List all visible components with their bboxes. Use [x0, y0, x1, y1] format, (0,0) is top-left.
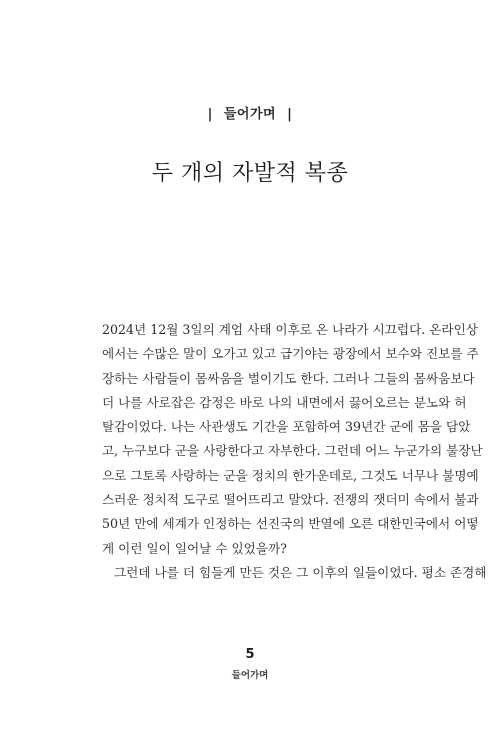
body-line: 고, 누구보다 군을 사랑한다고 자부한다. 그런데 어느 누군가의 불장난 — [102, 443, 483, 459]
body-line: 으로 그토록 사랑하는 군을 정치의 한가운데로, 그것도 너무나 불명예 — [102, 467, 479, 483]
page-number: 5 — [245, 647, 255, 662]
running-footer: 들어가며 — [231, 670, 269, 681]
body-line: 50년 만에 세계가 인정하는 선진국의 반열에 오른 대한민국에서 어떻 — [102, 516, 479, 532]
body-line: 탈감이었다. 나는 사관생도 기간을 포함하여 39년간 군에 몸을 담았 — [102, 419, 471, 435]
section-label-text: 들어가며 — [223, 107, 277, 122]
body-line: 게 이런 일이 일어날 수 있었을까? — [102, 540, 287, 556]
chapter-title: 두 개의 자발적 복종 — [151, 161, 349, 186]
section-label-bar-left: | — [207, 107, 213, 122]
body-line: 더 나를 사로잡은 감정은 바로 나의 내면에서 끓어오르는 분노와 허 — [102, 394, 467, 410]
section-label — [0, 103, 500, 122]
body-paragraphs — [102, 318, 487, 585]
body-line: 2024년 12월 3일의 계엄 사태 이후로 온 나라가 시끄럽다. 온라인상 — [102, 322, 478, 337]
body-line: 에서는 수많은 말이 오가고 있고 급기야는 광장에서 보수와 진보를 주 — [102, 346, 479, 362]
body-line: 장하는 사람들이 몸싸움을 벌이기도 한다. 그러나 그들의 몸싸움보다 — [102, 370, 475, 386]
body-line: 그런데 나를 더 힘들게 만든 것은 그 이후의 일들이었다. 평소 존경해 — [114, 564, 487, 580]
section-label-bar-right: | — [287, 107, 293, 122]
body-line: 스러운 정치적 도구로 떨어뜨리고 말았다. 전쟁의 잿더미 속에서 불과 — [102, 492, 479, 508]
